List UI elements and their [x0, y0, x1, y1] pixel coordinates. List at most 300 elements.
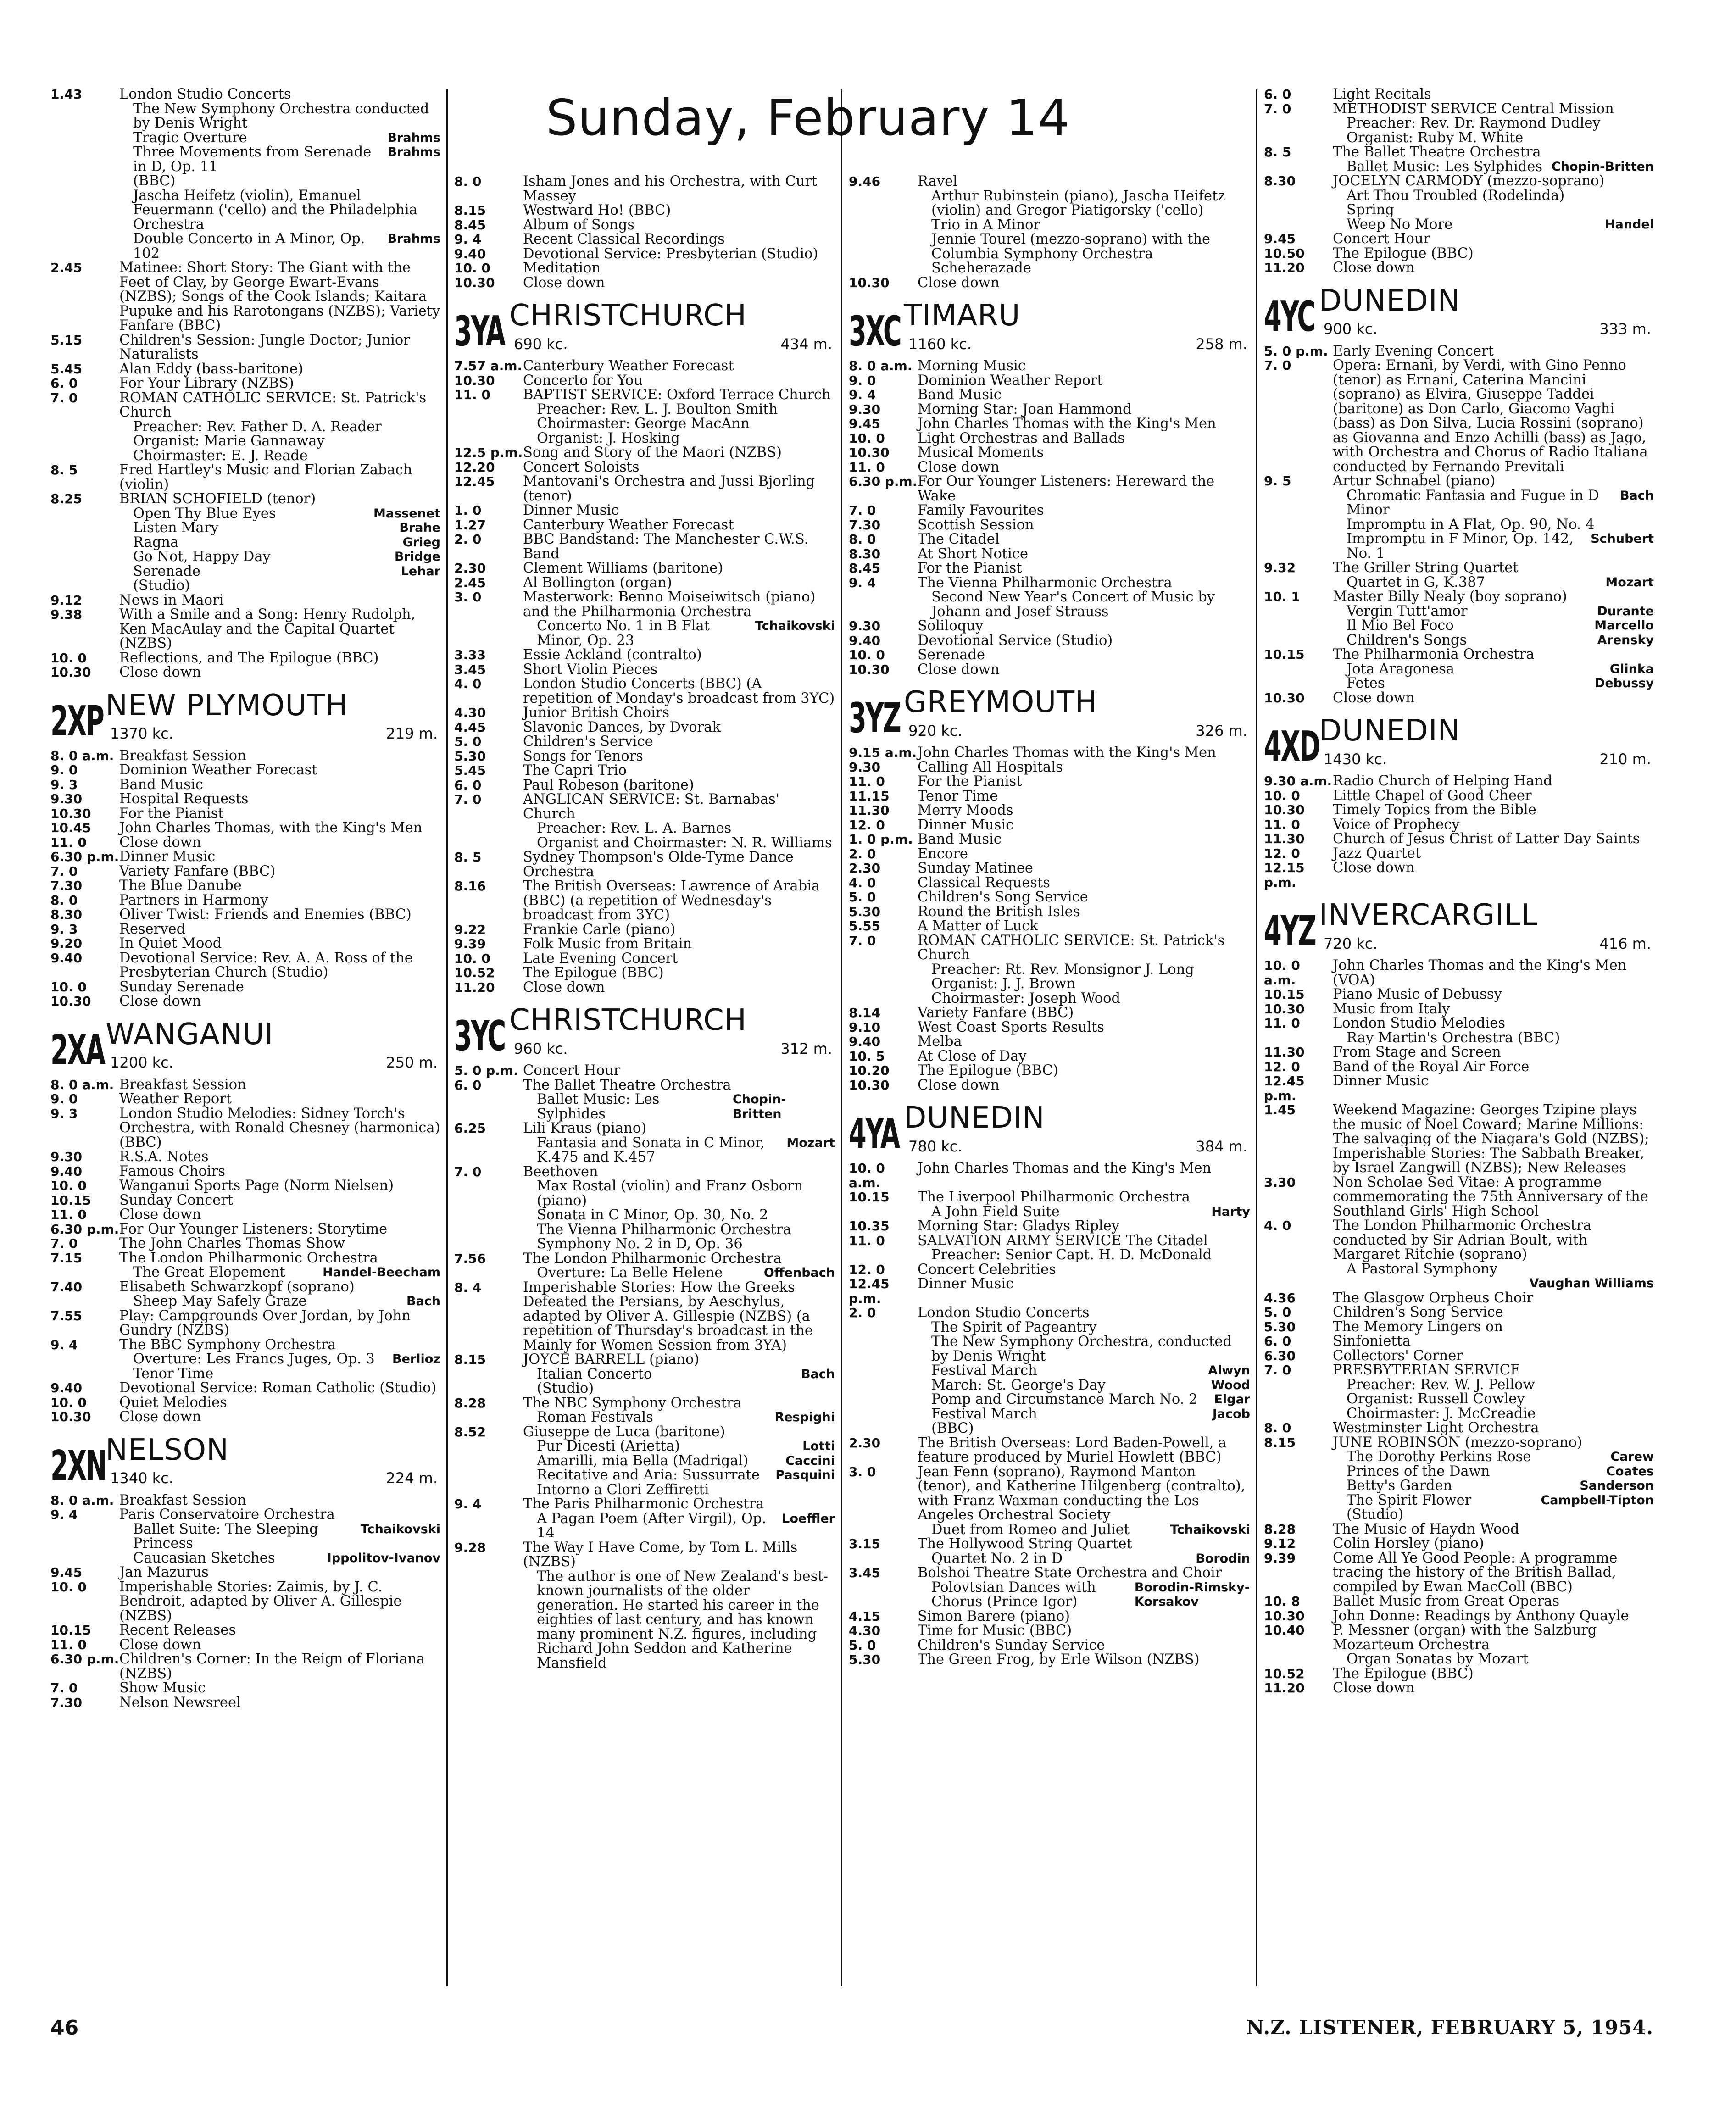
- station-call-sign: 4XD: [1264, 723, 1319, 771]
- programme-entry: [1264, 1016, 1654, 1031]
- work-title: Quartet in G, K.387: [1347, 574, 1486, 590]
- programme-time: 11.30: [1264, 1045, 1305, 1060]
- programme-time: 9.30: [50, 1149, 83, 1164]
- programme-time: 11. 0: [454, 387, 490, 402]
- programme-entry: [454, 561, 835, 576]
- programme-time: 6. 0: [1264, 1334, 1291, 1349]
- programme-time: 7. 0: [50, 1236, 78, 1251]
- programme-time: 9.10: [849, 1019, 881, 1035]
- programme-time: 5. 0 p.m.: [1264, 343, 1328, 359]
- programme-entry: [50, 1107, 440, 1150]
- composer: Chopin-Britten: [1551, 159, 1654, 174]
- programme-time: 10.40: [1264, 1623, 1305, 1638]
- programme-detail: Art Thou Troubled (Rodelinda): [1347, 187, 1565, 204]
- programme-title: Sunday Concert: [119, 1192, 234, 1208]
- composer: Brahe: [399, 521, 440, 535]
- programme-title: The Music of Haydn Wood: [1333, 1521, 1519, 1537]
- programme-title: From Stage and Screen: [1333, 1044, 1501, 1060]
- programme-title: Al Bollington (organ): [523, 574, 672, 591]
- programme-detail: Arthur Rubinstein (piano), Jascha Heifetz (violin) and Gregor Piatigorsky ('cello): [931, 188, 1225, 218]
- programme-entry: [1264, 246, 1654, 261]
- programme-entry: [454, 763, 835, 778]
- programme-entry: [849, 359, 1250, 373]
- programme-entry: [454, 1497, 835, 1512]
- programme-time: 5. 0: [849, 890, 876, 905]
- programme-entry: [849, 1219, 1250, 1234]
- programme-entry: [849, 1306, 1250, 1320]
- programme-time: 8. 4: [454, 1279, 482, 1295]
- programme-time: 7.55: [50, 1308, 83, 1323]
- work-title: Ragna: [133, 534, 179, 551]
- programme-title: Tenor Time: [918, 788, 998, 804]
- programme-title: Dominion Weather Forecast: [119, 762, 317, 778]
- programme-detail-row: [50, 131, 440, 145]
- programme-time: 10. 0: [454, 951, 490, 966]
- composer: Schubert: [1591, 532, 1654, 546]
- station-frequency: 920 kc.: [908, 722, 963, 740]
- programme-detail: Scheherazade: [931, 260, 1031, 276]
- programme-title: Simon Barere (piano): [918, 1608, 1070, 1624]
- programme-title: For Our Younger Listeners: Storytime: [119, 1221, 388, 1237]
- programme-title: Dinner Music: [523, 502, 619, 518]
- programme-entry: [1264, 1363, 1654, 1378]
- programme-title: For Your Library (NZBS): [119, 375, 294, 391]
- programme-entry: [1264, 589, 1654, 604]
- programme-entry: [454, 1540, 835, 1569]
- station-frequency: 960 kc.: [514, 1040, 568, 1057]
- station-wavelength: 224 m.: [386, 1469, 438, 1487]
- programme-time: 8. 0: [454, 174, 482, 189]
- programme-entry: [849, 1537, 1250, 1551]
- programme-entry: [454, 203, 835, 218]
- programme-time: 12. 0: [849, 1262, 885, 1277]
- programme-title: London Studio Concerts: [119, 87, 291, 102]
- programme-time: 4.45: [454, 719, 486, 735]
- programme-title: The Capri Trio: [523, 762, 627, 779]
- programme-title: Concert Hour: [1333, 231, 1430, 247]
- programme-time: 9.40: [50, 1163, 83, 1179]
- programme-title: Nelson Newsreel: [119, 1694, 241, 1711]
- work-title: Ballet Music: Les Sylphides: [1347, 158, 1543, 175]
- programme-time: 2.30: [849, 1435, 881, 1451]
- programme-time: 2. 0: [849, 1305, 876, 1320]
- station-name: INVERCARGILL: [1319, 898, 1538, 932]
- programme-title: The London Philharmonic Orchestra: [523, 1250, 782, 1267]
- programme-title: Round the British Isles: [918, 903, 1080, 920]
- programme-title: Weekend Magazine: Georges Tzipine plays the music of Noel Coward; Marine Millions: The salvaging of the Niagara's Gold (NZBS); Imperishable Stories: The Sabbath Breaker, by Israel Zangwill (NZBS); New Releases: [1333, 1102, 1649, 1176]
- programme-title: Children's Song Service: [918, 889, 1088, 905]
- work-title: The Great Elopement: [133, 1264, 285, 1280]
- programme-entry: [849, 373, 1250, 388]
- composer: Brahms: [387, 145, 440, 159]
- programme-detail: Preacher: Rt. Rev. Monsignor J. Long: [931, 961, 1194, 978]
- programme-detail-row: [849, 1378, 1250, 1393]
- station-call-sign: 3YA: [454, 307, 505, 356]
- composer: Brahms: [387, 130, 440, 145]
- programme-title: Giuseppe de Luca (baritone): [523, 1424, 725, 1440]
- composer: Borodin-Rimsky-Korsakov: [1134, 1580, 1250, 1609]
- programme-entry: [849, 417, 1250, 431]
- programme-time: 2.30: [849, 861, 881, 876]
- programme-entry: [50, 1164, 440, 1179]
- programme-time: 9. 0: [50, 762, 78, 778]
- programme-time: 6. 0: [454, 1077, 482, 1093]
- programme-time: 9.39: [1264, 1550, 1296, 1566]
- programme-time: 12. 0: [1264, 1059, 1300, 1074]
- programme-entry: [1264, 102, 1654, 117]
- programme-entry: [1264, 817, 1654, 832]
- work-title: Duet from Romeo and Juliet: [931, 1521, 1130, 1538]
- programme-entry: [849, 1234, 1250, 1248]
- work-title: Festival March: [931, 1406, 1037, 1422]
- programme-time: 7. 0: [1264, 1362, 1291, 1378]
- programme-entry: [1264, 232, 1654, 246]
- programme-entry: [849, 1006, 1250, 1020]
- programme-time: 8.30: [849, 546, 881, 562]
- programme-entry: [1264, 1609, 1654, 1624]
- programme-detail-row: [1264, 575, 1654, 590]
- programme-entry: [454, 532, 835, 561]
- programme-entry: [1264, 1551, 1654, 1595]
- composer: Debussy: [1594, 676, 1654, 690]
- programme-title: Album of Songs: [523, 217, 634, 233]
- programme-entry: [454, 778, 835, 793]
- programme-detail: Preacher: Rev. L. A. Barnes: [537, 820, 732, 836]
- programme-time: 9.40: [849, 633, 881, 648]
- programme-title: The Philharmonia Orchestra: [1333, 646, 1535, 662]
- programme-time: 9.12: [1264, 1536, 1296, 1551]
- programme-detail: Organ Sonatas by Mozart: [1347, 1651, 1529, 1667]
- programme-title: Close down: [523, 979, 605, 995]
- programme-detail-row: [849, 1363, 1250, 1378]
- programme-time: 9. 4: [849, 575, 876, 590]
- composer: Bach: [1619, 488, 1654, 503]
- work-title: Polovtsian Dances with Chorus (Prince Igor): [931, 1579, 1096, 1610]
- programme-title: West Coast Sports Results: [918, 1019, 1104, 1035]
- programme-entry: [849, 1034, 1250, 1049]
- programme-title: For the Pianist: [918, 560, 1022, 576]
- programme-detail: Choirmaster: George MacAnn: [537, 416, 750, 432]
- programme-time: 9. 0: [849, 373, 876, 388]
- programme-title: ANGLICAN SERVICE: St. Barnabas' Church: [523, 791, 780, 822]
- programme-entry: [1264, 691, 1654, 706]
- programme-title: Lili Kraus (piano): [523, 1120, 647, 1136]
- programme-title: London Studio Melodies: [1333, 1015, 1505, 1031]
- programme-entry: [849, 861, 1250, 876]
- composer: Campbell-Tipton: [1541, 1493, 1654, 1507]
- station-heading: [50, 1017, 440, 1074]
- programme-time: 2.30: [454, 561, 486, 576]
- programme-time: 10.45: [50, 820, 91, 835]
- station-heading: [1264, 714, 1654, 771]
- programme-time: 10. 1: [1264, 589, 1300, 604]
- programme-detail: (Studio): [537, 1380, 594, 1396]
- station-info: [895, 685, 1250, 740]
- programme-time: 9.15 a.m.: [849, 745, 917, 760]
- programme-detail: Organist: Marie Gannaway: [133, 433, 325, 449]
- programme-time: 10. 0: [50, 1178, 87, 1193]
- programme-entry: [50, 391, 440, 420]
- programme-title: Classical Requests: [918, 874, 1050, 891]
- programme-entry: [849, 662, 1250, 677]
- programme-time: 3. 0: [849, 1464, 876, 1479]
- programme-detail: Sonata in C Minor, Op. 30, No. 2: [537, 1207, 768, 1223]
- work-title: Betty's Garden: [1347, 1478, 1452, 1494]
- programme-time: 9. 4: [454, 232, 482, 247]
- programme-time: 9.20: [50, 936, 83, 951]
- programme-entry: [849, 789, 1250, 804]
- composer: Wood: [1211, 1378, 1250, 1392]
- work-title: Ballet Suite: The Sleeping Princess: [133, 1521, 318, 1551]
- work-title: Pomp and Circumstance March No. 2: [931, 1391, 1198, 1407]
- column-1: [50, 87, 440, 1986]
- programme-time: 3.15: [849, 1536, 881, 1551]
- programme-time: 10.20: [849, 1063, 890, 1078]
- programme-entry: [454, 966, 835, 980]
- programme-time: 8.25: [50, 491, 83, 506]
- programme-time: 1.27: [454, 517, 486, 533]
- programme-entry: [849, 1652, 1250, 1667]
- programme-detail-row: [1264, 160, 1654, 174]
- programme-title: John Charles Thomas and the King's Men (VOA): [1333, 957, 1627, 988]
- programme-title: Dominion Weather Report: [918, 372, 1103, 389]
- programme-detail-row: [849, 1407, 1250, 1422]
- programme-entry: [1264, 861, 1654, 890]
- work-title: Fetes: [1347, 675, 1385, 691]
- programme-entry: [1264, 1175, 1654, 1219]
- programme-title: BAPTIST SERVICE: Oxford Terrace Church: [523, 387, 831, 403]
- programme-detail-row: [1264, 1450, 1654, 1464]
- composer: Alwyn: [1208, 1363, 1250, 1378]
- composer: Mozart: [1605, 575, 1654, 589]
- programme-time: 5.45: [50, 361, 83, 377]
- programme-detail-row: [454, 1454, 835, 1468]
- programme-title: For Our Younger Listeners: Hereward the Wake: [918, 473, 1215, 504]
- composer: Bridge: [394, 550, 440, 564]
- programme-entry: [849, 174, 1250, 189]
- programme-title: At Short Notice: [918, 545, 1029, 562]
- work-title: Festival March: [931, 1362, 1037, 1379]
- programme-entry: [849, 576, 1250, 590]
- station-name: DUNEDIN: [1319, 284, 1460, 318]
- station-info: [1310, 716, 1654, 767]
- programme-time: 3.33: [454, 647, 486, 662]
- programme-time: 11. 0: [50, 1637, 87, 1652]
- programme-title: Sydney Thompson's Olde-Tyme Dance Orchestra: [523, 849, 794, 880]
- station-call-sign: 2XA: [50, 1026, 105, 1074]
- programme-time: 8.15: [454, 1352, 486, 1367]
- programme-title: Recent Releases: [119, 1622, 236, 1638]
- programme-detail: Preacher: Rev. Dr. Raymond Dudley: [1347, 115, 1601, 131]
- station-info: [500, 1003, 835, 1057]
- programme-detail-row: [454, 1092, 835, 1121]
- programme-entry: [1264, 1074, 1654, 1103]
- programme-time: 7. 0: [849, 503, 876, 518]
- programme-entry: [849, 1566, 1250, 1580]
- station-heading: [454, 299, 835, 356]
- programme-time: 5.45: [454, 763, 486, 778]
- programme-time: 10.30: [849, 662, 890, 677]
- programme-detail: Preacher: Rev. Father D. A. Reader: [133, 418, 382, 435]
- programme-time: 10.30: [849, 275, 890, 290]
- programme-title: Breakfast Session: [119, 1076, 246, 1093]
- station-frequency: 900 kc.: [1324, 320, 1378, 338]
- programme-time: 1.43: [50, 87, 83, 102]
- programme-entry: [50, 607, 440, 651]
- programme-time: 1. 0 p.m.: [849, 832, 913, 847]
- work-title: Jota Aragonesa: [1347, 661, 1454, 677]
- programme-time: 9.38: [50, 607, 83, 622]
- programme-title: Concert Hour: [523, 1062, 621, 1079]
- programme-entry: [50, 1207, 440, 1222]
- station-frequency: 1200 kc.: [110, 1054, 173, 1071]
- programme-time: 5. 0 p.m.: [454, 1063, 518, 1078]
- programme-title: Scottish Session: [918, 517, 1034, 533]
- programme-detail: Ray Martin's Orchestra (BBC): [1347, 1029, 1560, 1046]
- programme-entry: [849, 876, 1250, 890]
- programme-entry: [50, 835, 440, 850]
- programme-time: 7. 0: [1264, 358, 1291, 373]
- programme-time: 9. 3: [50, 777, 78, 792]
- programme-time: 8.45: [454, 217, 486, 233]
- programme-title: The Paris Philharmonic Orchestra: [523, 1496, 764, 1512]
- programme-title: Concerto for You: [523, 372, 643, 389]
- programme-entry: [1264, 789, 1654, 803]
- programme-entry: [1264, 1421, 1654, 1435]
- programme-time: 10. 0: [50, 650, 87, 666]
- programme-entry: [50, 980, 440, 995]
- programme-entry: [849, 1049, 1250, 1064]
- composer: Vaughan Williams: [1529, 1276, 1654, 1290]
- programme-entry: [1264, 1320, 1654, 1335]
- programme-time: 10. 0: [50, 979, 87, 995]
- programme-detail-row: [50, 145, 440, 174]
- programme-title: Imperishable Stories: How the Greeks Defeated the Persians, by Aeschylus, adapted by Oliver A. Gillespie (NZBS) (a repetition of Thursday's broadcast in the Mainly for Women Session from 3YA): [523, 1279, 813, 1353]
- programme-title: Close down: [119, 993, 201, 1009]
- programme-title: BBC Bandstand: The Manchester C.W.S. Band: [523, 531, 809, 562]
- programme-time: 11.30: [849, 803, 890, 818]
- programme-title: Serenade: [918, 647, 985, 663]
- programme-time: 11. 0: [50, 834, 87, 850]
- programme-title: Radio Church of Helping Hand: [1333, 773, 1552, 789]
- programme-entry: [1264, 1522, 1654, 1537]
- work-title: Vergin Tutt'amor: [1347, 603, 1468, 619]
- programme-time: 9.40: [50, 1380, 83, 1396]
- station-heading: [1264, 284, 1654, 341]
- programme-title: Quiet Melodies: [119, 1394, 227, 1411]
- programme-time: 12.45 p.m.: [849, 1276, 890, 1306]
- station-name: GREYMOUTH: [904, 685, 1098, 719]
- programme-time: 6.30 p.m.: [849, 474, 918, 489]
- programme-title: Children's Song Service: [1333, 1304, 1503, 1320]
- programme-title: Encore: [918, 845, 968, 862]
- programme-title: Elisabeth Schwarzkopf (soprano): [119, 1279, 355, 1295]
- programme-title: Colin Horsley (piano): [1333, 1535, 1484, 1551]
- programme-entry: [849, 832, 1250, 847]
- station-name: NELSON: [106, 1433, 229, 1467]
- programme-title: Close down: [918, 661, 1000, 678]
- programme-detail: The New Symphony Orchestra, conducted by Denis Wright: [931, 1334, 1232, 1364]
- work-title: Listen Mary: [133, 520, 219, 536]
- programme-title: Song and Story of the Maori (NZBS): [523, 445, 782, 461]
- programme-entry: [454, 648, 835, 662]
- work-title: Princes of the Dawn: [1347, 1463, 1490, 1479]
- programme-entry: [454, 474, 835, 503]
- programme-title: Music from Italy: [1333, 1001, 1450, 1017]
- programme-title: The London Philharmonic Orchestra: [119, 1250, 378, 1266]
- station-call-sign: 3YC: [454, 1012, 505, 1060]
- programme-time: 6.30 p.m.: [50, 1652, 119, 1667]
- programme-time: 9.30: [849, 618, 881, 634]
- programme-detail: Impromptu in A Flat, Op. 90, No. 4: [1347, 516, 1595, 533]
- programme-entry: [50, 87, 440, 102]
- programme-title: Recent Classical Recordings: [523, 231, 725, 247]
- programme-entry: [849, 818, 1250, 833]
- programme-detail: The Vienna Philharmonic Orchestra: [537, 1221, 791, 1238]
- programme-detail: The author is one of New Zealand's best-known journalists of the older generation. He started his career in the eighties of last century, and has known many prominent N.Z. figures, including Richard John Seddon and Katherine Mansfield: [537, 1568, 828, 1671]
- composer: Jacob: [1212, 1407, 1250, 1421]
- programme-entry: [1264, 803, 1654, 817]
- programme-entry: [849, 1078, 1250, 1093]
- programme-time: 6. 0: [1264, 87, 1291, 102]
- programme-time: 10.52: [454, 965, 495, 980]
- programme-detail-row: [50, 521, 440, 535]
- programme-time: 8. 0: [1264, 1420, 1291, 1435]
- programme-time: 7.30: [50, 1695, 83, 1710]
- programme-entry: [50, 951, 440, 980]
- programme-entry: [50, 864, 440, 879]
- programme-entry: [1264, 647, 1654, 662]
- programme-entry: [454, 706, 835, 720]
- programme-time: 7. 0: [454, 1164, 482, 1179]
- programme-title: Piano Music of Debussy: [1333, 986, 1502, 1002]
- programme-title: Close down: [1333, 860, 1415, 876]
- programme-detail-row: [849, 1523, 1250, 1537]
- station-heading: [50, 688, 440, 745]
- programme-title: The Epilogue (BBC): [1333, 1665, 1474, 1682]
- programme-title: The Epilogue (BBC): [918, 1062, 1058, 1079]
- programme-entry: [454, 1063, 835, 1078]
- composer: Sanderson: [1580, 1479, 1654, 1493]
- programme-entry: [849, 890, 1250, 905]
- programme-detail: The Spirit of Pageantry: [931, 1319, 1097, 1335]
- programme-title: John Donne: Readings by Anthony Quayle: [1333, 1607, 1629, 1624]
- programme-time: 9. 0: [50, 1091, 78, 1107]
- work-title: Roman Festivals: [537, 1409, 653, 1425]
- programme-title: The Epilogue (BBC): [523, 965, 664, 981]
- programme-time: 11.20: [454, 979, 495, 995]
- programme-title: Masterwork: Benno Moiseiwitsch (piano) and the Philharmonia Orchestra: [523, 589, 816, 620]
- programme-time: 9.28: [454, 1540, 486, 1555]
- programme-title: Sunday Matinee: [918, 860, 1033, 876]
- station-wavelength: 416 m.: [1599, 934, 1651, 952]
- programme-entry: [50, 763, 440, 778]
- programme-title: Morning Music: [918, 358, 1026, 374]
- programme-entry: [454, 677, 835, 706]
- programme-title: Melba: [918, 1034, 962, 1050]
- programme-title: Timely Topics from the Bible: [1333, 802, 1536, 818]
- programme-detail: Preacher: Senior Capt. H. D. McDonald: [931, 1247, 1212, 1263]
- station-call-sign: 2XN: [50, 1441, 106, 1490]
- programme-title: Show Music: [119, 1680, 206, 1696]
- work-title: Serenade: [133, 563, 200, 579]
- programme-detail-row: [849, 1205, 1250, 1219]
- programme-time: 5.30: [454, 748, 486, 764]
- programme-title: Imperishable Stories: Zaimis, by J. C. Bendroit, adapted by Oliver A. Gillespie (NZBS): [119, 1579, 402, 1624]
- programme-time: 7. 0: [1264, 101, 1291, 117]
- programme-entry: [1264, 1334, 1654, 1349]
- programme-entry: [50, 994, 440, 1009]
